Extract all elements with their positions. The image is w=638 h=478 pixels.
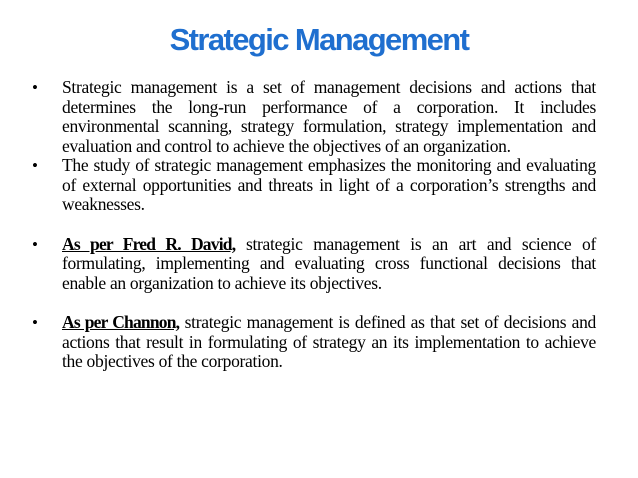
- bullet-text: The study of strategic management emphasizes the monitoring and evaluating of external opportunities and threats in light of a corporation’s strengths and weaknesses.: [62, 155, 596, 214]
- bullet-dot-icon: •: [32, 234, 38, 254]
- bullet-list: [30, 78, 596, 372]
- bullet-text: strategic management is defined as that set of decisions and actions that result in formulating of strategy an its implementation to achieve the objectives of the corporation.: [62, 312, 597, 371]
- slide-title: Strategic Management: [169, 22, 469, 57]
- bullet-dot-icon: •: [32, 156, 38, 175]
- bullet-item-study: [30, 156, 596, 215]
- bullet-item-definition: [30, 78, 596, 156]
- bullet-item-channon: [30, 313, 596, 372]
- bullet-text: Strategic management is a set of management decisions and actions that determines the long-run performance of a corporation. It includes environmental scanning, strategy formulation, strategy implementation and evaluation and control to achieve the objectives of an organization.: [62, 77, 596, 156]
- bullet-item-fred-david: [30, 235, 596, 294]
- bullet-dot-icon: •: [32, 78, 38, 97]
- bullet-text: strategic management is an art and science of formulating, implementing and evaluating cross functional decisions that enable an organization to achieve its objectives.: [62, 233, 596, 293]
- author-name: As per Channon,: [62, 312, 180, 332]
- bullet-dot-icon: •: [32, 313, 38, 332]
- author-name: As per Fred R. David,: [62, 233, 236, 254]
